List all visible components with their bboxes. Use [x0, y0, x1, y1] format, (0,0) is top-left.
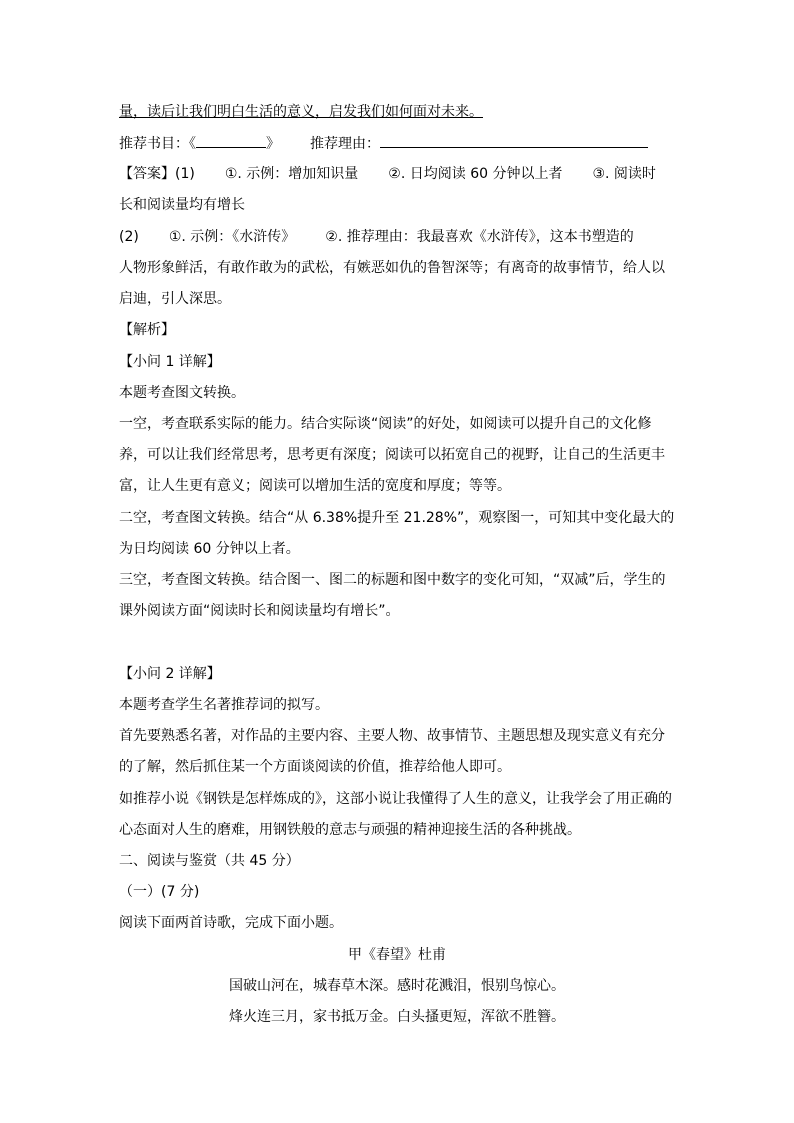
- text-line: 心态面对人生的磨难，用钢铁般的意志与顽强的精神迎接生活的各种挑战。: [119, 822, 581, 838]
- subsection-heading: （一）(7 分): [119, 884, 200, 900]
- text-line: 首先要熟悉名著，对作品的主要内容、主要人物、故事情节、主题思想及现实意义有充分: [119, 728, 665, 744]
- text-line: 三空，考查图文转换。结合图一、图二的标题和图中数字的变化可知，“双减”后，学生的: [119, 572, 666, 588]
- answer-label: 【答案】(1): [119, 166, 195, 182]
- text-line: 人物形象鲜活，有敢作敢为的武松，有嫉恶如仇的鲁智深等；有离奇的故事情节，给人以: [119, 260, 665, 276]
- poem-line: 烽火连三月，家书抵万金。白头搔更短，浑欲不胜簪。: [229, 1009, 565, 1025]
- answer-1-2: ②. 日均阅读 60 分钟以上者: [388, 166, 563, 182]
- analysis-title: 【解析】: [119, 322, 175, 338]
- text-line: 为日均阅读 60 分钟以上者。: [119, 541, 300, 557]
- text-line: 的了解，然后抓住某一个方面谈阅读的价值，推荐给他人即可。: [119, 759, 511, 775]
- text-line: 如推荐小说《钢铁是怎样炼成的》，这部小说让我懂得了人生的意义，让我学会了用正确的: [119, 791, 672, 807]
- rec-book-label: 推荐书目：《: [119, 136, 196, 152]
- answer-2-1: ①. 示例：《水浒传》: [168, 229, 296, 245]
- instruction: 阅读下面两首诗歌，完成下面小题。: [119, 915, 343, 931]
- poem-title: 甲《春望》杜甫: [348, 947, 446, 963]
- text-line: 长和阅读量均有增长: [119, 197, 245, 213]
- text-line: 量，读后让我们明白生活的意义，启发我们如何面对未来。: [119, 104, 483, 120]
- section-heading: 二、阅读与鉴赏（共 45 分）: [119, 853, 300, 869]
- answer-line: [119, 164, 656, 184]
- text-line: 课外阅读方面“阅读时长和阅读量均有增长”。: [119, 603, 400, 619]
- answer-1-3: ③. 阅读时: [592, 166, 656, 182]
- q1-title: 【小问 1 详解】: [119, 354, 221, 370]
- recommend-line: [119, 133, 648, 154]
- text-line: 启迪，引人深思。: [119, 291, 231, 307]
- text-line: 二空，考查图文转换。结合“从 6.38%提升至 21.28%”，观察图一，可知其中变化最大的: [119, 510, 675, 526]
- answer-1-1: ①. 示例：增加知识量: [224, 166, 359, 182]
- text-line: 本题考查学生名著推荐词的拟写。: [119, 697, 329, 713]
- text-line: 一空，考查联系实际的能力。结合实际谈“阅读”的好处，如阅读可以提升自己的文化修: [119, 416, 652, 432]
- q2-title: 【小问 2 详解】: [119, 666, 221, 682]
- answer-2-2: ②. 推荐理由：我最喜欢《水浒传》，这本书塑造的: [325, 229, 634, 245]
- answer2-line: [119, 227, 634, 247]
- text-line: 养，可以让我们经常思考，思考更有深度；阅读可以拓宽自己的视野，让自己的生活更丰: [119, 447, 665, 463]
- rec-reason-blank: [380, 133, 648, 148]
- rec-reason-label: 推荐理由：: [310, 136, 380, 152]
- rec-book-blank: [196, 133, 266, 148]
- rec-book-close: 》: [266, 136, 280, 152]
- poem-line: 国破山河在，城春草木深。感时花溅泪，恨别鸟惊心。: [229, 978, 565, 994]
- text-line: 本题考查图文转换。: [119, 385, 245, 401]
- answer2-label: (2): [119, 229, 139, 245]
- text-line: 富，让人生更有意义；阅读可以增加生活的宽度和厚度；等等。: [119, 478, 511, 494]
